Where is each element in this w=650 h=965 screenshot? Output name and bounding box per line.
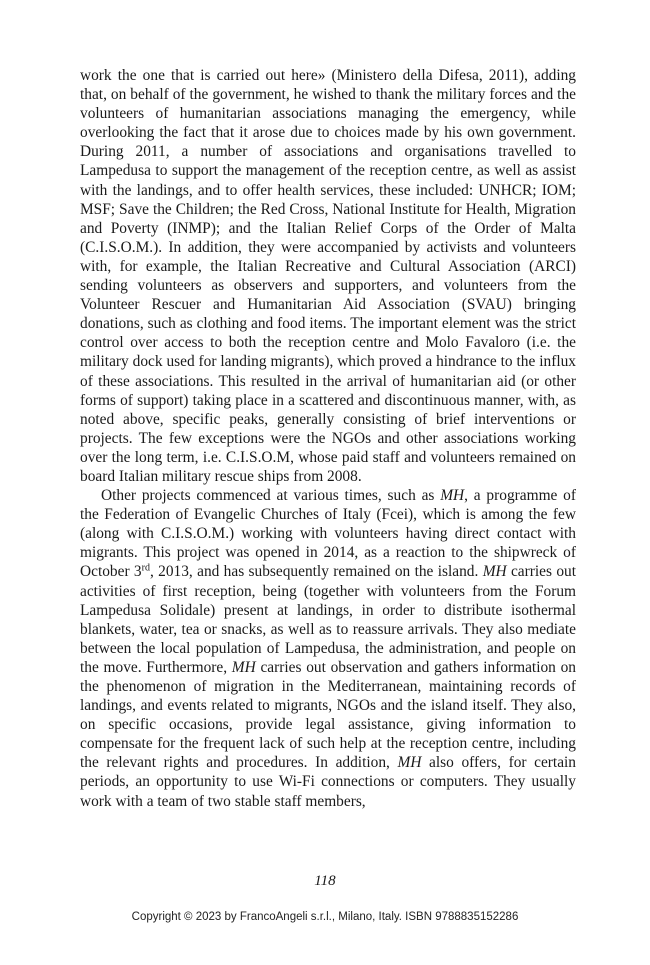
paragraph-2	[80, 486, 576, 811]
copyright-notice: Copyright © 2023 by FrancoAngeli s.r.l., Milano, Italy. ISBN 9788835152286	[131, 911, 519, 923]
paragraph-2-segment: , 2013, and has subsequently remained on the island.	[149, 563, 483, 581]
paragraph-1	[80, 66, 576, 486]
page-number: 118	[314, 873, 336, 889]
body-text	[80, 66, 576, 811]
project-name-mh: MH	[397, 754, 422, 772]
paragraph-2-segment: carries out observation and gathers information on the phenomenon of migration in the Mediterranean, maintaining records of landings, and events related to migrants, NGOs and the island itself. They also, on specific occasions, provide legal assistance, giving information to compensate for the frequent lack of such help at the reception centre, including the relevant rights and procedures. In addition,	[80, 658, 576, 772]
paragraph-2-segment: also offers, for certain periods, an opportunity to use Wi-Fi connections or computers. They usually work with a team of two stable staff members,	[80, 754, 577, 810]
paragraph-2-segment: carries out activities of first reception, being (together with volunteers from the Forum Lampedusa Solidale) present at landings, in order to distribute isothermal blankets, water, tea or snacks, as well as to reassure arrivals. They also mediate between the local population of Lampedusa, the administration, and people on the move. Furthermore,	[80, 563, 576, 676]
ordinal-suffix: rd	[141, 562, 150, 574]
project-name-mh: MH	[231, 658, 256, 676]
project-name-mh: MH	[482, 563, 507, 581]
paragraph-2-segment: Other projects commenced at various times, such as	[101, 487, 441, 505]
project-name-mh: MH	[440, 487, 465, 505]
paragraph-1-segment: work the one that is carried out here» (Ministero della Difesa, 2011), adding that, on behalf of the government, he wished to thank the military forces and the volunteers of humanitarian associations managing the emergency, while overlooking the fact that it arose due to choices made by his own government. During 2011, a number of associations and organisations travelled to Lampedusa to support the management of the reception centre, as well as assist with the landings, and to offer health services, these included: UNHCR; IOM; MSF; Save the Children; the Red Cross, National Institute for Health, Migration and Poverty (INMP); and the Italian Relief Corps of the Order of Malta (C.I.S.O.M.). In addition, they were accompanied by activists and volunteers with, for example, the Italian Recreative and Cultural Association (ARCI) sending volunteers as observers and supporters, and volunteers from the Volunteer Rescuer and Humanitarian Aid Association (SVAU) bringing donations, such as clothing and food items. The important element was the strict control over access to both the reception centre and Molo Favaloro (i.e. the military dock used for landing migrants), which proved a hindrance to the influx of these associations. This resulted in the arrival of humanitarian aid (or other forms of support) taking place in a scattered and discontinuous manner, with, as noted above, specific peaks, generally consisting of brief interventions or projects. The few exceptions were the NGOs and other associations working over the long term, i.e. C.I.S.O.M, whose paid staff and volunteers remained on board Italian military rescue ships from 2008.	[80, 67, 576, 485]
paragraph-2-segment: , a programme of the Federation of Evangelic Churches of Italy (Fcei), which is among the few (along with C.I.S.O.M.) working with volunteers having direct contact with migrants. This project was opened in 2014, as a reaction to the shipwreck of October 3	[80, 487, 576, 581]
